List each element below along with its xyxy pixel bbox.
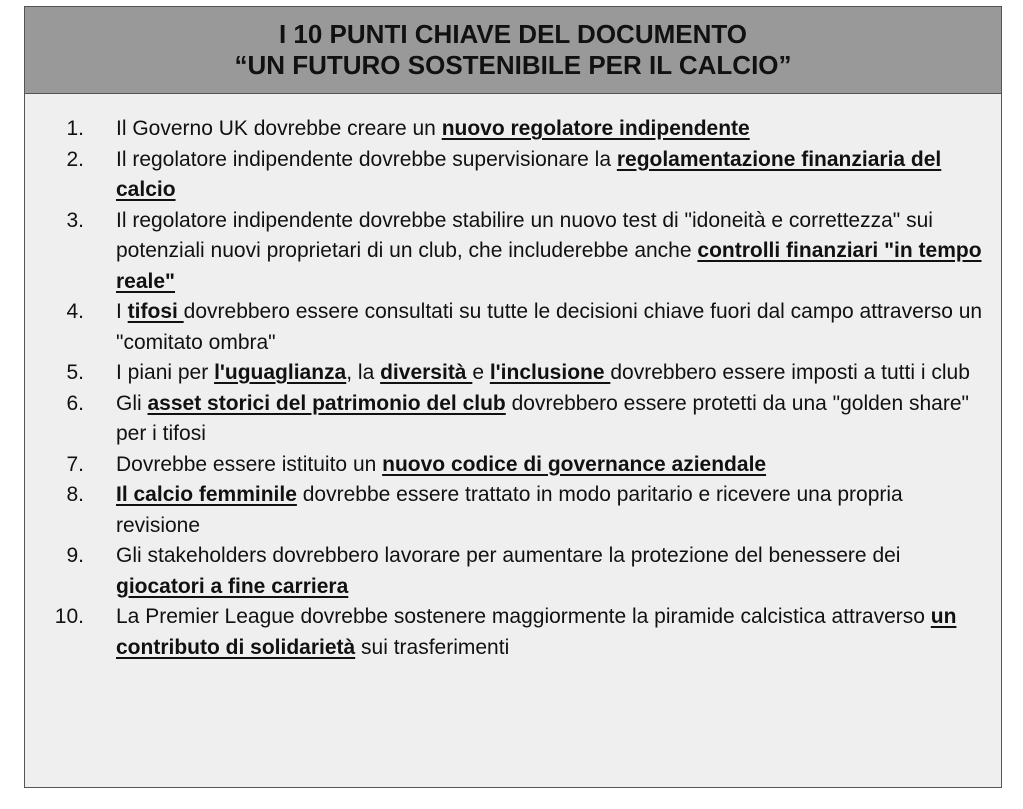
- text-segment: dovrebbe essere trattato in modo paritario e ricevere una propria revisione: [116, 483, 903, 537]
- list-item: [25, 206, 1001, 298]
- list-item-text: [116, 358, 986, 389]
- list-item-number: 2.: [66, 147, 84, 171]
- text-segment: dovrebbero essere imposti a tutti i club: [610, 361, 970, 384]
- text-segment: La Premier League dovrebbe sostenere maggiormente la piramide calcistica attraverso: [116, 605, 931, 628]
- list-item-text: [116, 480, 986, 541]
- text-segment: sui trasferimenti: [355, 635, 510, 659]
- text-segment: I: [116, 300, 128, 323]
- list-item-number: 7.: [66, 452, 84, 476]
- highlighted-phrase: giocatori a fine carriera: [116, 574, 349, 598]
- list-item-text: [116, 206, 986, 298]
- list-item-text: [116, 145, 986, 206]
- list-item: [25, 297, 1001, 358]
- highlighted-phrase: Il calcio femminile: [116, 483, 297, 506]
- list-item-text: [116, 114, 986, 145]
- highlighted-phrase: nuovo codice di governance aziendale: [382, 452, 767, 476]
- list-item: [25, 145, 1001, 206]
- text-segment: , la: [346, 361, 381, 384]
- list-item: [25, 358, 1001, 389]
- list-item: [25, 450, 1001, 481]
- text-segment: Il regolatore indipendente dovrebbe supervisionare la: [116, 147, 617, 171]
- list-item-number: 10.: [54, 605, 84, 628]
- list-item: [25, 389, 1001, 450]
- text-segment: Gli: [116, 391, 148, 415]
- header-title-line2: “UN FUTURO SOSTENIBILE PER IL CALCIO”: [234, 50, 792, 80]
- header-title-line1: I 10 PUNTI CHIAVE DEL DOCUMENTO: [278, 19, 748, 49]
- text-segment: dovrebbero essere consultati su tutte le decisioni chiave fuori dal campo attraverso un "comitato ombra": [116, 300, 983, 354]
- list-item-number: 4.: [66, 300, 84, 323]
- text-segment: Dovrebbe essere istituito un: [116, 452, 383, 476]
- highlighted-phrase: nuovo regolatore indipendente: [441, 117, 750, 140]
- list-item-text: [116, 541, 986, 602]
- list-item-text: [116, 389, 986, 450]
- list-item-number: 6.: [66, 391, 84, 415]
- text-segment: dovrebbero essere protetti da una "golden share" per i tifosi: [116, 391, 969, 445]
- highlighted-phrase: l'inclusione: [489, 361, 611, 384]
- highlighted-phrase: asset storici del patrimonio del club: [147, 391, 506, 415]
- highlighted-phrase: controlli finanziari "in tempo reale": [116, 239, 982, 293]
- list-item: [25, 480, 1001, 541]
- highlighted-phrase: tifosi: [127, 300, 184, 323]
- text-segment: Gli stakeholders dovrebbero lavorare per aumentare la protezione del benessere dei: [116, 544, 901, 567]
- text-segment: e: [472, 361, 490, 384]
- list-item-text: [116, 602, 986, 663]
- text-segment: Il Governo UK dovrebbe creare un: [116, 117, 442, 140]
- list-item-number: 8.: [66, 483, 84, 506]
- key-points-list: [25, 114, 1001, 663]
- list-item-number: 3.: [66, 208, 84, 232]
- text-segment: I piani per: [116, 361, 215, 384]
- highlighted-phrase: regolamentazione finanziaria del calcio: [116, 147, 942, 201]
- highlighted-phrase: l'uguaglianza: [214, 361, 347, 384]
- list-item: [25, 541, 1001, 602]
- document-frame: [24, 6, 1002, 788]
- list-item-text: [116, 450, 986, 481]
- highlighted-phrase: diversità: [380, 361, 473, 384]
- list-item: [25, 602, 1001, 663]
- list-item-number: 5.: [66, 361, 84, 384]
- list-item-number: 1.: [66, 117, 84, 140]
- text-segment: Il regolatore indipendente dovrebbe stabilire un nuovo test di "idoneità e correttezza" sui potenziali nuovi proprietari di un club, che includerebbe anche: [116, 208, 933, 262]
- list-item: [25, 114, 1001, 145]
- list-item-number: 9.: [66, 544, 84, 567]
- list-item-text: [116, 297, 986, 358]
- highlighted-phrase: un contributo di solidarietà: [116, 605, 957, 659]
- document-header: [25, 7, 1001, 94]
